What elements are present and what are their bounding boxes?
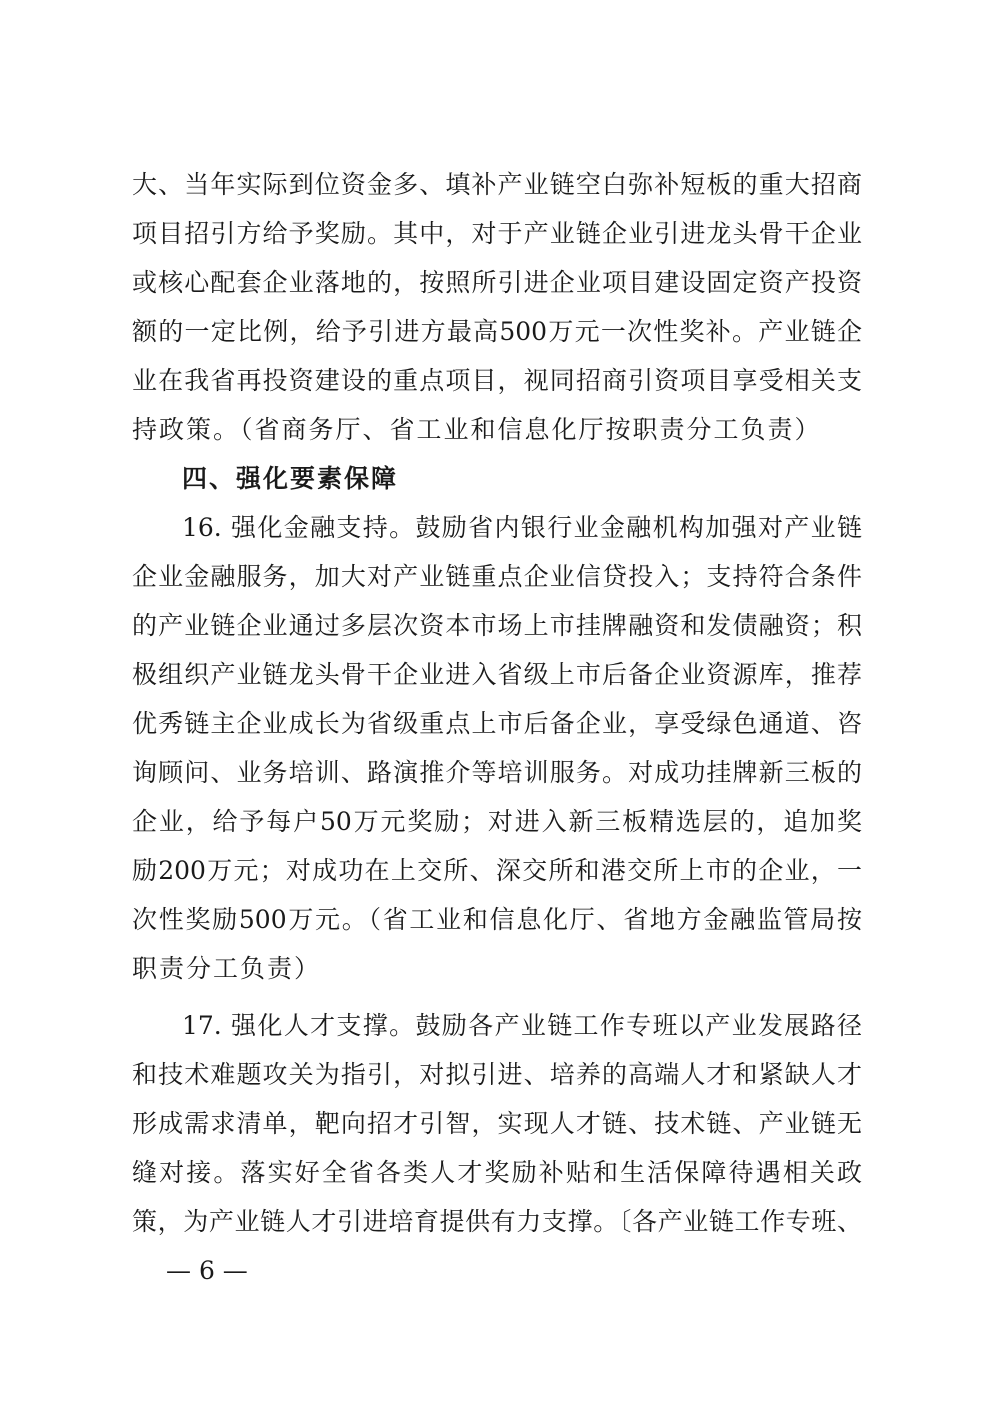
text-line: 极组织产业链龙头骨干企业进入省级上市后备企业资源库，推荐 — [132, 660, 862, 689]
text-line: 策，为产业链人才引进培育提供有力支撑。〔各产业链工作专班、 — [132, 1207, 862, 1236]
text-line: 的产业链企业通过多层次资本市场上市挂牌融资和发债融资；积 — [132, 611, 862, 640]
item-17-first-line: 17. 强化人才支撑。鼓励各产业链工作专班以产业发展路径 — [182, 1011, 862, 1040]
text-line: 或核心配套企业落地的，按照所引进企业项目建设固定资产投资 — [132, 268, 862, 297]
text-line: 次性奖励500万元。（省工业和信息化厅、省地方金融监管局按 — [132, 905, 862, 934]
text-line: 业在我省再投资建设的重点项目，视同招商引资项目享受相关支 — [132, 366, 862, 395]
text-line: 大、当年实际到位资金多、填补产业链空白弥补短板的重大招商 — [132, 170, 862, 199]
text-line: 持政策。（省商务厅、省工业和信息化厅按职责分工负责） — [132, 415, 822, 444]
text-line: 企业金融服务，加大对产业链重点企业信贷投入；支持符合条件 — [132, 562, 862, 591]
text-line: 企业，给予每户50万元奖励；对进入新三板精选层的，追加奖 — [132, 807, 862, 836]
text-line: 形成需求清单，靶向招才引智，实现人才链、技术链、产业链无 — [132, 1109, 862, 1138]
item-16-first-line: 16. 强化金融支持。鼓励省内银行业金融机构加强对产业链 — [182, 513, 862, 542]
text-line: 优秀链主企业成长为省级重点上市后备企业，享受绿色通道、咨 — [132, 709, 862, 738]
text-line: 项目招引方给予奖励。其中，对于产业链企业引进龙头骨干企业 — [132, 219, 862, 248]
text-line: 励200万元；对成功在上交所、深交所和港交所上市的企业，一 — [132, 856, 862, 885]
text-line: 和技术难题攻关为指引，对拟引进、培养的高端人才和紧缺人才 — [132, 1060, 862, 1089]
section-heading: 四、强化要素保障 — [182, 464, 399, 493]
page-number: — 6 — — [166, 1256, 248, 1285]
text-line: 额的一定比例，给予引进方最高500万元一次性奖补。产业链企 — [132, 317, 862, 346]
text-line: 询顾问、业务培训、路演推介等培训服务。对成功挂牌新三板的 — [132, 758, 862, 787]
text-line: 职责分工负责） — [132, 954, 322, 983]
text-line: 缝对接。落实好全省各类人才奖励补贴和生活保障待遇相关政 — [132, 1158, 862, 1187]
